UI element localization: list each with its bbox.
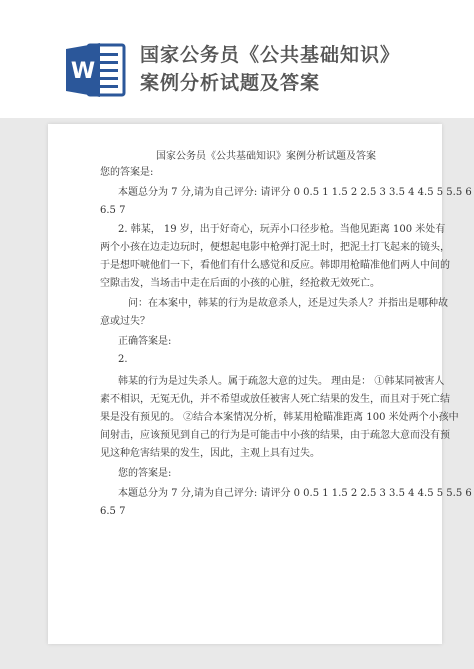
question-ask-line: 意或过失？	[100, 316, 150, 327]
question-text-line: 2. 韩某， 19 岁，出于好奇心，玩弄小口径步枪。当他见距离 100 米处有	[118, 224, 446, 235]
answer-text-line: 间射击，应该预见到自己的行为是可能击中小孩的结果，由于疏忽大意而没有预	[100, 430, 450, 441]
score-prompt-2: 本题总分为 7 分,请为自己评分: 请评分 0 0.5 1 1.5 2 2.5 3 3.5 4 4.5 5 5.5 6	[118, 488, 472, 499]
your-answer-label-2: 您的答案是:	[118, 468, 172, 479]
score-prompt-continued: 6.5 7	[100, 205, 126, 216]
answer-text-line: 韩某的行为是过失杀人。属于疏忽大意的过失。 理由是： ①韩某同被害人	[118, 376, 445, 387]
question-text-line: 空隙击发，当场击中走在后面的小孩的心脏，经抢救无效死亡。	[100, 278, 380, 289]
question-text-line: 于是想吓唬他们一下，看他们有什么感觉和反应。韩即用枪瞄准他们两人中间的	[100, 260, 450, 271]
document-page	[48, 124, 472, 644]
document-title: 国家公务员《公共基础知识》案例分析试题及答案	[156, 151, 376, 162]
word-icon	[66, 39, 128, 101]
question-ask-line: 问：在本案中，韩某的行为是故意杀人，还是过失杀人？并指出是哪种故	[128, 298, 448, 309]
answer-text-line: 见这种危害结果的发生，因此，主观上具有过失。	[100, 448, 320, 459]
correct-answer-label: 正确答案是:	[118, 336, 172, 347]
page-title-line-2: 案例分析试题及答案	[140, 72, 321, 94]
answer-text-line: 素不相识，无冤无仇，并不希望或放任被害人死亡结果的发生，而且对于死亡结	[100, 394, 450, 405]
your-answer-label: 您的答案是:	[100, 167, 154, 178]
score-prompt: 本题总分为 7 分,请为自己评分: 请评分 0 0.5 1 1.5 2 2.5 3 3.5 4 4.5 5 5.5 6	[118, 187, 472, 198]
question-text-line: 两个小孩在边走边玩时，便想起电影中枪弹打泥土时，把泥土打飞起来的镜头，	[100, 242, 450, 253]
page-title-line-1: 国家公务员《公共基础知识》	[140, 44, 401, 66]
answer-number: 2.	[118, 354, 128, 365]
word-logo-letter: W	[70, 59, 96, 84]
answer-text-line: 果是没有预见的。 ②结合本案情况分析，韩某用枪瞄准距离 100 米处两个小孩中	[100, 412, 459, 423]
header	[0, 0, 474, 118]
score-prompt-2-continued: 6.5 7	[100, 506, 126, 517]
